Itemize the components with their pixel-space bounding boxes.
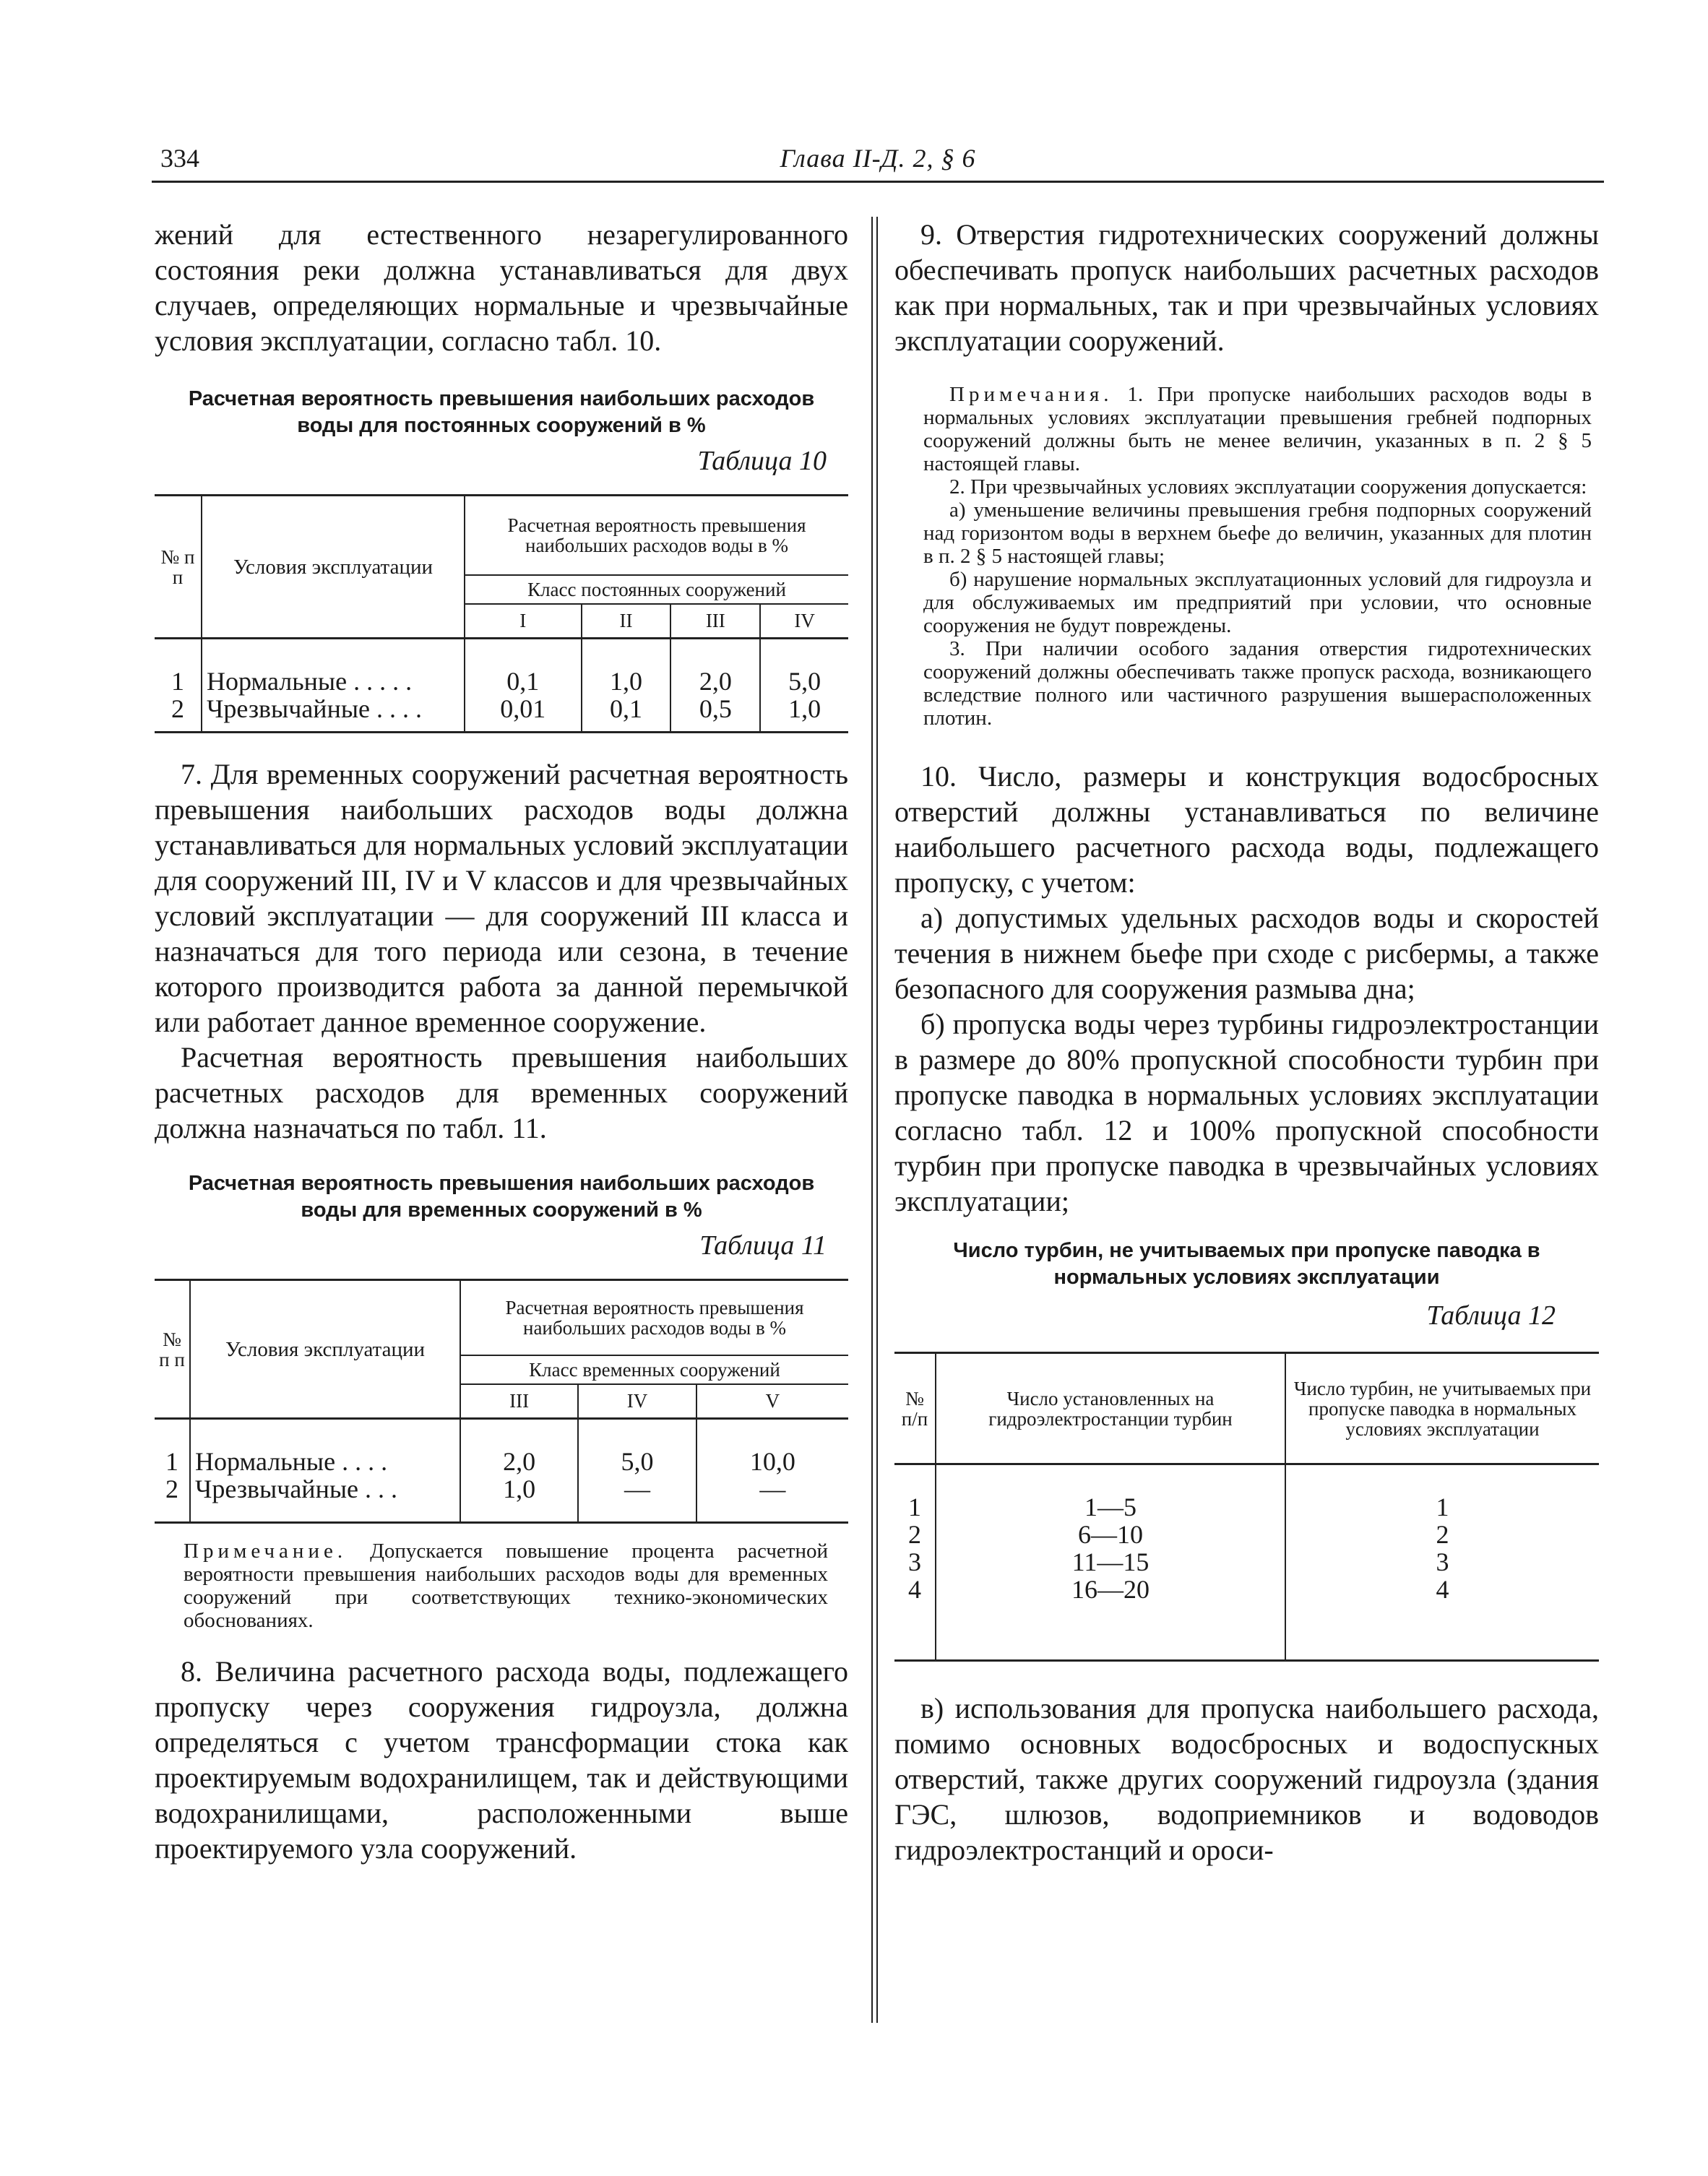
table10-row1-v2: 1,0 xyxy=(582,668,671,695)
column-divider xyxy=(871,217,878,2023)
paragraph-9: 9. Отверстия гидротехнических сооружений должны обеспечивать пропуск наибольших расчетных расходов как при нормальных, так и при чрезвычайных условиях эксплуатации сооружений. xyxy=(894,218,1599,357)
table12-row3-excluded: 3 xyxy=(1436,1547,1449,1576)
table11-caption: Расчетная вероятность превышения наибольших расходов воды для временных сооружений в % xyxy=(188,1172,815,1222)
table10-label: Таблица 10 xyxy=(697,446,827,476)
note-2b: б) нарушение нормальных эксплуатационных условий для гидроузла и для обслуживаемых им предприятий при условии, что основные сооружения не будут повреждены. xyxy=(923,568,1592,637)
table11-row1-v3: 10,0 xyxy=(749,1446,795,1476)
table10-col-class: Класс постоянных сооружений xyxy=(465,575,848,604)
table12-row1-no: 1 xyxy=(894,1493,936,1521)
table-row xyxy=(894,1548,1599,1576)
table11-row1-v1: 2,0 xyxy=(460,1448,578,1475)
note-label: Примечание. xyxy=(184,1540,348,1563)
table10-row1-no: 1 xyxy=(155,668,202,695)
note-1: Примечания. 1. При пропуске наибольших расходов воды в нормальных условиях эксплуатации превышения гребней подпорных сооружений должны быть не менее величин, указанных в п. 2 § 5 настоящей главы. xyxy=(923,383,1592,475)
table10-row2-no: 2 xyxy=(155,695,202,722)
table10 xyxy=(155,494,848,733)
table11-col-no: № п п xyxy=(155,1280,190,1419)
table10-class-1: I xyxy=(465,604,582,639)
table11-row2-v2: — xyxy=(578,1475,696,1503)
table12-col-installed: Число установленных на гидроэлектростанции турбин xyxy=(936,1353,1285,1464)
table-row xyxy=(155,668,848,695)
notes-label: Примечания. xyxy=(949,383,1113,406)
table10-col-no: № п п xyxy=(155,496,202,639)
table12-row4-no: 4 xyxy=(894,1576,936,1603)
note-table11: Примечание. Допускается повышение процента расчетной вероятности превышения наибольших расходов воды для временных сооружений при соответствующих технико-экономических обоснованиях. xyxy=(184,1540,828,1632)
table12-row1-excluded: 1 xyxy=(1436,1492,1449,1521)
table10-row2-v4: 1,0 xyxy=(788,694,821,723)
table10-caption: Расчетная вероятность превышения наибольших расходов воды для постоянных сооружений в % xyxy=(188,387,815,437)
table11-row2-v3: — xyxy=(759,1474,786,1503)
paragraph-7: 7. Для временных сооружений расчетная вероятность превышения наибольших расходов воды должна устанавливаться для нормальных условий эксплуатации для сооружений III, IV и V классов и для чрезвычайных условий эксплуатации — для сооружений III класса и назначаться для того периода или сезона, в течение которого производится работа за данной перемычкой или работает данное временное сооружение. xyxy=(155,758,848,1038)
table11-col-probability: Расчетная вероятность превышения наибольших расходов воды в % xyxy=(460,1280,848,1355)
table11-col-conditions: Условия эксплуатации xyxy=(190,1280,460,1419)
table12-label: Таблица 12 xyxy=(1426,1300,1556,1331)
table-row xyxy=(155,1475,848,1503)
table11-row1-no: 1 xyxy=(155,1448,190,1475)
left-column xyxy=(155,217,848,1866)
paragraph-8: 8. Величина расчетного расхода воды, подлежащего пропуску через сооружения гидроузла, должна определяться с учетом трансформации стока как проектируемым водохранилищем, так и действующими водохранилищами, расположенными выше проектируемого узла сооружений. xyxy=(155,1655,848,1865)
table12-row4-installed: 16—20 xyxy=(936,1576,1285,1603)
table11-row1-v2: 5,0 xyxy=(578,1448,696,1475)
paragraph-10a: а) допустимых удельных расходов воды и скоростей течения в нижнем бьефе при сходе с рисбермы, а также безопасного для сооружения размыва дна; xyxy=(894,902,1599,1005)
table10-row2-name: Чрезвычайные . . . . xyxy=(202,695,465,722)
table12-row1-installed: 1—5 xyxy=(936,1493,1285,1521)
table12-row2-excluded: 2 xyxy=(1436,1519,1449,1549)
paragraph-10c: в) использования для пропуска наибольшего расхода, помимо основных водосбросных и водоспускных отверстий, также других сооружений гидроузла (здания ГЭС, шлюзов, водоприемников и водоводов гидроэлектростанций и ороси- xyxy=(894,1692,1599,1866)
table-row xyxy=(894,1521,1599,1548)
table12-row4-excluded: 4 xyxy=(1436,1574,1449,1604)
table10-row1-name: Нормальные . . . . . xyxy=(202,668,465,695)
table10-class-3: III xyxy=(670,604,760,639)
table-row xyxy=(155,695,848,722)
table11-class-1: III xyxy=(460,1384,578,1419)
table11-row2-no: 2 xyxy=(155,1475,190,1503)
note-2: 2. При чрезвычайных условиях эксплуатации сооружения допускается: xyxy=(949,475,1587,498)
table11-row2-v1: 1,0 xyxy=(460,1475,578,1503)
page-header xyxy=(152,142,1604,183)
table10-class-4: IV xyxy=(794,610,815,632)
table10-row2-v1: 0,01 xyxy=(465,695,582,722)
table11-row2-name: Чрезвычайные . . . xyxy=(190,1475,460,1503)
table10-row1-v3: 2,0 xyxy=(670,668,760,695)
table12 xyxy=(894,1352,1599,1662)
table10-col-conditions: Условия эксплуатации xyxy=(202,496,465,639)
table10-row1-v4: 5,0 xyxy=(788,666,821,696)
table11-class-2: IV xyxy=(578,1384,696,1419)
table10-row1-v1: 0,1 xyxy=(465,668,582,695)
paragraph-7b: Расчетная вероятность превышения наибольших расчетных расходов для временных сооружений должна назначаться по табл. 11. xyxy=(155,1041,848,1144)
table10-class-2: II xyxy=(582,604,671,639)
table10-row2-v3: 0,5 xyxy=(670,695,760,722)
note-2a: а) уменьшение величины превышения гребня подпорных сооружений над горизонтом воды в верхнем бьефе до величин, указанных для плотин в п. 2 § 5 настоящей главы; xyxy=(923,498,1592,568)
paragraph-10: 10. Число, размеры и конструкция водосбросных отверстий должны устанавливаться по величине наибольшего расчетного расхода воды, подлежащего пропуску, с учетом: xyxy=(894,760,1599,899)
table12-col-excluded: Число турбин, не учитываемых при пропуске паводка в нормальных условиях эксплуатации xyxy=(1293,1377,1592,1440)
running-title: Глава II-Д. 2, § 6 xyxy=(780,144,976,173)
table12-row2-installed: 6—10 xyxy=(936,1521,1285,1548)
table11 xyxy=(155,1279,848,1524)
table12-row3-installed: 11—15 xyxy=(936,1548,1285,1576)
table12-col-no: № п/п xyxy=(894,1353,936,1464)
paragraph-intro: жений для естественного незарегулированного состояния реки должна устанавливаться для двух случаев, определяющих нормальные и чрезвычайные условия эксплуатации, согласно табл. 10. xyxy=(155,218,848,357)
table11-row1-name: Нормальные . . . . xyxy=(190,1448,460,1475)
table12-caption: Число турбин, не учитываемых при пропуске паводка в нормальных условиях эксплуатации xyxy=(953,1239,1540,1289)
right-column xyxy=(894,217,1599,1868)
table10-row2-v2: 0,1 xyxy=(582,695,671,722)
table10-col-probability: Расчетная вероятность превышения наибольших расходов воды в % xyxy=(465,496,848,575)
table12-row3-no: 3 xyxy=(894,1548,936,1576)
page-number: 334 xyxy=(160,144,199,173)
note-3: 3. При наличии особого задания отверстия гидротехнических сооружений должны обеспечивать также пропуск расхода, возникающего вследствие полного или частичного разрушения вышерасположенных плотин. xyxy=(923,637,1592,730)
table11-col-class: Класс временных сооружений xyxy=(460,1355,848,1384)
table-row xyxy=(155,1448,848,1475)
paragraph-10b: б) пропуска воды через турбины гидроэлектростанции в размере до 80% пропускной способности турбин при пропуске паводка в нормальных условиях эксплуатации согласно табл. 12 и 100% пропускной способности турбин при пропуске паводка в чрезвычайных условиях эксплуатации; xyxy=(894,1008,1599,1217)
notes-block xyxy=(894,383,1599,730)
table11-class-3: V xyxy=(765,1390,780,1412)
table12-row2-no: 2 xyxy=(894,1521,936,1548)
table-row xyxy=(894,1576,1599,1603)
table-row xyxy=(894,1493,1599,1521)
table11-label: Таблица 11 xyxy=(699,1230,827,1261)
